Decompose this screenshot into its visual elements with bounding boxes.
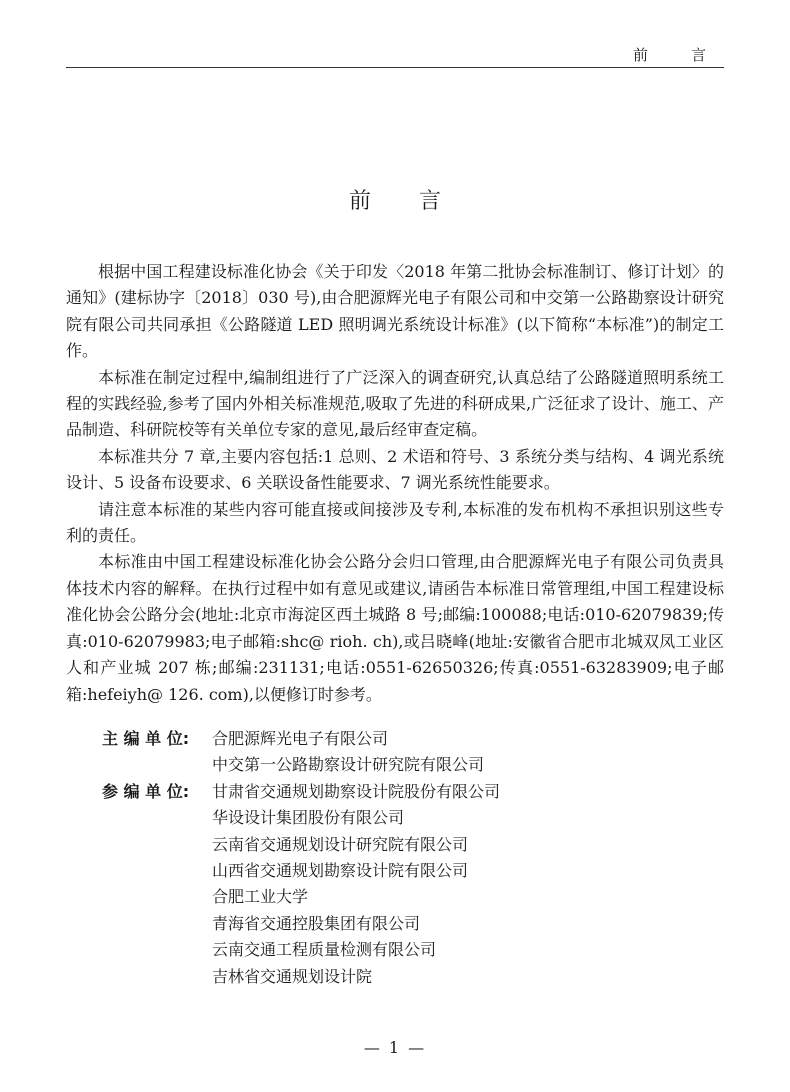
chief-editors-label: 主 编 单 位: bbox=[102, 729, 190, 748]
unit-name: 山西省交通规划勘察设计院有限公司 bbox=[212, 861, 469, 881]
chief-editors-units bbox=[212, 726, 484, 779]
paragraph: 本标准在制定过程中,编制组进行了广泛深入的调查研究,认真总结了公路隧道照明系统工程的实践经验,参考了国内外相关标准规范,吸取了先进的科研成果,广泛征求了设计、施工、产品制造、科研院校等有关单位专家的意见,最后经审查定稿。 bbox=[66, 367, 724, 440]
unit-name: 云南省交通规划设计研究院有限公司 bbox=[212, 834, 469, 854]
unit-name: 合肥工业大学 bbox=[212, 887, 309, 907]
editor-list bbox=[102, 726, 500, 990]
unit-name: 中交第一公路勘察设计研究院有限公司 bbox=[212, 755, 485, 775]
page-number: — 1 — bbox=[363, 1038, 427, 1057]
chief-editors bbox=[102, 726, 500, 779]
unit-name: 合肥源辉光电子有限公司 bbox=[212, 729, 389, 748]
paragraph: 请注意本标准的某些内容可能直接或间接涉及专利,本标准的发布机构不承担识别这些专利的责任。 bbox=[66, 499, 724, 546]
participating-editors-units bbox=[212, 779, 500, 990]
preface-body bbox=[66, 259, 724, 708]
unit-name: 吉林省交通规划设计院 bbox=[212, 966, 373, 986]
participating-editors bbox=[102, 779, 500, 990]
unit-name: 甘肃省交通规划勘察设计院股份有限公司 bbox=[212, 781, 501, 801]
running-head: 前 言 bbox=[632, 46, 720, 64]
unit-name: 华设设计集团股份有限公司 bbox=[212, 808, 405, 828]
unit-name: 青海省交通控股集团有限公司 bbox=[212, 913, 421, 933]
page-title: 前言 bbox=[348, 189, 489, 214]
paragraph: 本标准由中国工程建设标准化协会公路分会归口管理,由合肥源辉光电子有限公司负责具体技术内容的解释。在执行过程中如有意见或建议,请函告本标准日常管理组,中国工程建设标准化协会公路分会(地址:北京市海淀区西土城路 8 号;邮编:100088;电话:010-62079839;传真:010-62079983;电子邮箱:shc@ rioh. ch),或吕晓峰(地址:安徽省合肥市北城双凤工业区人和产业城 207 栋;邮编:231131;电话:0551-62650326;传真:0551-63283909;电子邮箱:hefeiyh@ 126. com),以便修订时参考。 bbox=[66, 552, 724, 704]
header-rule bbox=[66, 67, 724, 68]
participating-editors-label: 参 编 单 位: bbox=[102, 781, 190, 801]
paragraph: 本标准共分 7 章,主要内容包括:1 总则、2 术语和符号、3 系统分类与结构、4 调光系统设计、5 设备布设要求、6 关联设备性能要求、7 调光系统性能要求。 bbox=[66, 446, 724, 493]
unit-name: 云南交通工程质量检测有限公司 bbox=[212, 940, 437, 960]
paragraph: 根据中国工程建设标准化协会《关于印发〈2018 年第二批协会标准制订、修订计划〉的通知》(建标协字〔2018〕030 号),由合肥源辉光电子有限公司和中交第一公路勘察设计研究院有限公司共同承担《公路隧道 LED 照明调光系统设计标准》(以下简称“本标准”)的制定工作。 bbox=[66, 262, 724, 361]
